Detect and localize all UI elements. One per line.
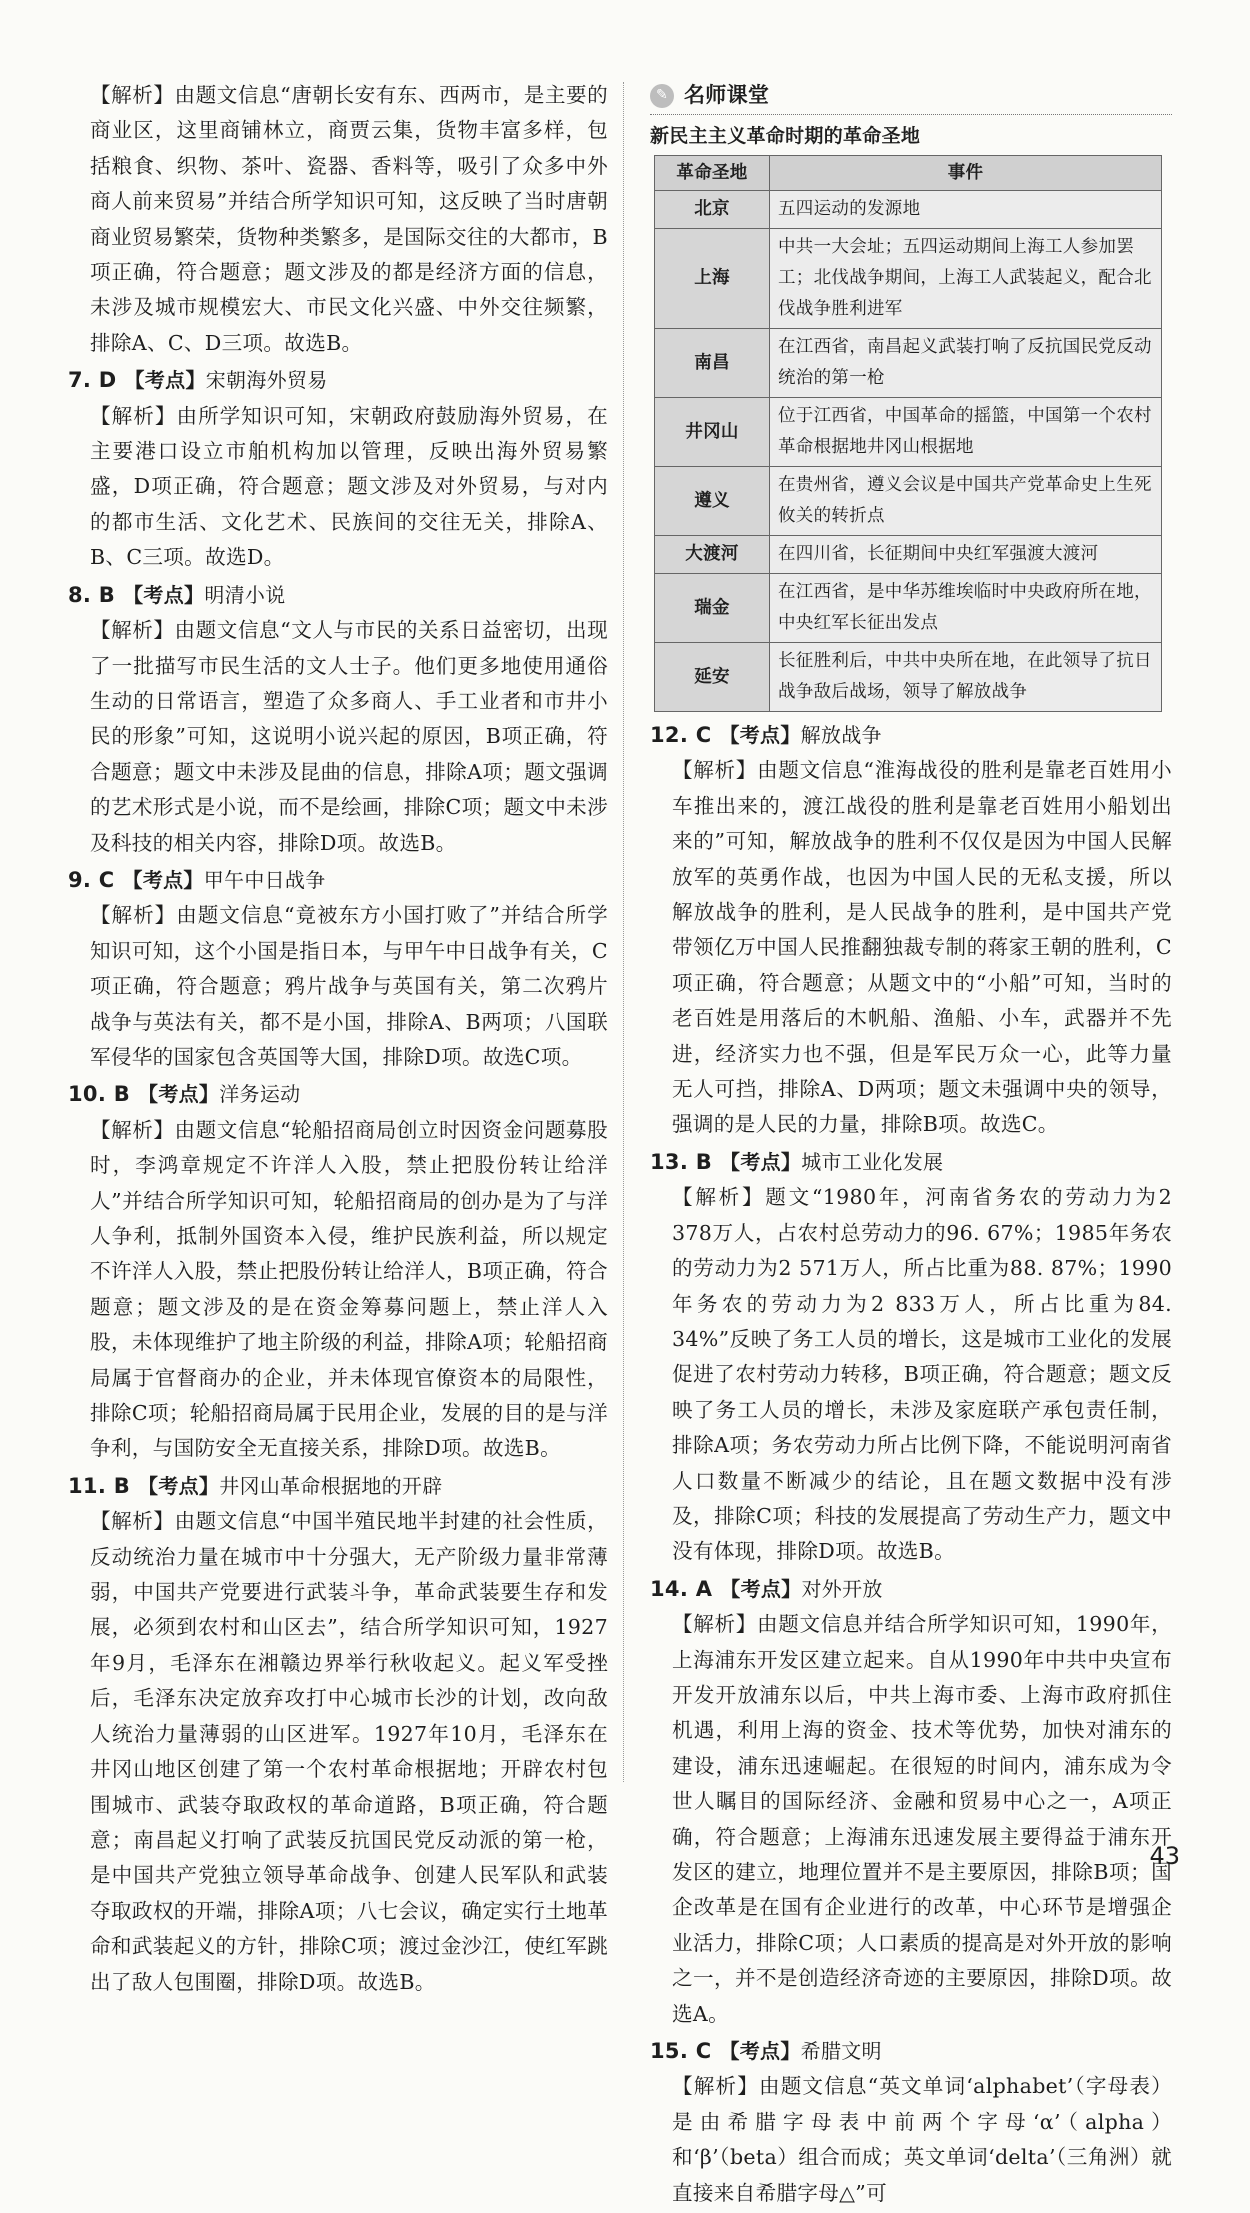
key-point-tag: 【考点】 <box>124 368 206 393</box>
answer-header <box>68 363 608 398</box>
answer-block-7 <box>68 363 608 575</box>
place-cell: 瑞金 <box>655 574 770 643</box>
answer-number: 12. C <box>650 723 712 747</box>
place-cell: 延安 <box>655 643 770 712</box>
answer-number: 13. B <box>650 1149 713 1174</box>
answer-block-15 <box>650 2034 1172 2211</box>
table-row <box>655 398 1162 467</box>
table-row <box>655 229 1162 329</box>
pencil-icon: ✎ <box>650 84 674 108</box>
place-cell: 南昌 <box>655 329 770 398</box>
answer-block-12 <box>650 718 1172 1143</box>
key-point-topic: 解放战争 <box>800 723 882 747</box>
header-place: 革命圣地 <box>655 156 770 191</box>
table-row <box>655 329 1162 398</box>
answer-block-9 <box>68 863 608 1075</box>
key-point-topic: 井冈山革命根据地的开辟 <box>219 1473 443 1498</box>
place-cell: 大渡河 <box>655 536 770 574</box>
answer-header <box>650 1572 1172 1607</box>
page-number: 43 <box>1149 1842 1180 1870</box>
event-cell: 在四川省，长征期间中央红军强渡大渡河 <box>770 536 1162 574</box>
key-point-topic: 洋务运动 <box>219 1082 301 1107</box>
answer-explanation: 【解析】由题文信息“唐朝长安有东、西两市，是主要的商业区，这里商铺林立，商贾云集，货物丰富多样，包括粮食、织物、茶叶、瓷器、香料等，吸引了众多中外商人前来贸易”并结合所学知识可知，这反映了当时唐朝商业贸易繁荣，货物种类繁多，是国际交往的大都市，B项正确，符合题意；题文涉及的都是经济方面的信息，未涉及城市规模宏大、市民文化兴盛、中外交往频繁，排除A、C、D三项。故选B。 <box>90 83 608 355</box>
event-cell: 五四运动的发源地 <box>770 191 1162 229</box>
answer-header <box>68 863 608 898</box>
revolution-sites-table <box>654 155 1162 712</box>
answer-header <box>68 578 608 613</box>
key-point-tag: 【考点】 <box>123 582 205 607</box>
event-cell: 在江西省，是中华苏维埃临时中央政府所在地，中央红军长征出发点 <box>770 574 1162 643</box>
key-point-tag: 【考点】 <box>720 1149 802 1174</box>
place-cell: 井冈山 <box>655 398 770 467</box>
key-point-topic: 宋朝海外贸易 <box>205 368 328 393</box>
key-point-topic: 明清小说 <box>204 582 286 607</box>
event-cell: 中共一大会址；五四运动期间上海工人参加罢工；北伐战争期间，上海工人武装起义，配合北伐战争胜利进军 <box>770 229 1162 329</box>
answer-explanation: 【解析】由题文信息“轮船招商局创立时因资金问题募股时，李鸿章规定不许洋人入股，禁止把股份转让给洋人”并结合所学知识可知，轮船招商局的创办是为了与洋人争利，抵制外国资本入侵，维护民族利益，所以规定不许洋人入股，禁止把股份转让给洋人，B项正确，符合题意；题文涉及的是在资金筹募问题上，禁止洋人入股，未体现维护了地主阶级的利益，排除A项；轮船招商局属于官督商办的企业，并未体现官僚资本的局限性，排除C项；轮船招商局属于民用企业，发展的目的是与洋争利，与国防安全无直接关系，排除D项。故选B。 <box>90 1117 608 1461</box>
answer-block-13 <box>650 1145 1172 1570</box>
teacher-section-title: 名师课堂 <box>684 83 770 108</box>
answer-explanation: 【解析】由题文信息“英文单词‘alphabet’（字母表）是由希腊字母表中前两个字母‘α’（alpha）和‘β’（beta）组合而成；英文单词‘delta’（三角洲）就直接来自希腊字母△”可 <box>672 2074 1172 2205</box>
key-point-topic: 甲午中日战争 <box>203 867 326 892</box>
answer-number: 14. A <box>650 1576 713 1601</box>
header-event: 事件 <box>770 156 1162 191</box>
left-column <box>68 78 608 2002</box>
answer-number: 15. C <box>650 2039 712 2064</box>
event-cell: 长征胜利后，中共中央所在地，在此领导了抗日战争敌后战场，领导了解放战争 <box>770 643 1162 712</box>
answer-header <box>68 1077 608 1112</box>
answer-number: 10. B <box>68 1082 131 1107</box>
table-row <box>655 643 1162 712</box>
answer-block-8 <box>68 578 608 861</box>
key-point-tag: 【考点】 <box>138 1473 220 1498</box>
event-cell: 在贵州省，遵义会议是中国共产党革命史上生死攸关的转折点 <box>770 467 1162 536</box>
event-cell: 位于江西省，中国革命的摇篮，中国第一个农村革命根据地井冈山根据地 <box>770 398 1162 467</box>
table-row <box>655 574 1162 643</box>
answer-header <box>650 718 1172 753</box>
key-point-tag: 【考点】 <box>122 867 204 892</box>
table-title: 新民主主义革命时期的革命圣地 <box>650 125 921 147</box>
answer-block-14 <box>650 1572 1172 2032</box>
table-row <box>655 536 1162 574</box>
event-cell: 在江西省，南昌起义武装打响了反抗国民党反动统治的第一枪 <box>770 329 1162 398</box>
answer-block-11 <box>68 1469 608 2000</box>
answer-number: 8. B <box>68 582 116 607</box>
key-point-tag: 【考点】 <box>719 723 801 747</box>
key-point-tag: 【考点】 <box>720 1576 802 1601</box>
teacher-section-header <box>650 78 1172 115</box>
answer-explanation: 【解析】由题文信息“竟被东方小国打败了”并结合所学知识可知，这个小国是指日本，与甲午中日战争有关，C项正确，符合题意；鸦片战争与英国有关，第二次鸦片战争与英法有关，都不是小国，排除A、B两项；八国联军侵华的国家包含英国等大国，排除D项。故选C项。 <box>90 903 608 1069</box>
answer-explanation: 【解析】由题文信息“淮海战役的胜利是靠老百姓用小车推出来的，渡江战役的胜利是靠老百姓用小船划出来的”可知，解放战争的胜利不仅仅是因为中国人民解放军的英勇作战，也因为中国人民的无私支援，所以解放战争的胜利，是人民战争的胜利，是中国共产党带领亿万中国人民推翻独裁专制的蒋家王朝的胜利，C项正确，符合题意；从题文中的“小船”可知，当时的老百姓是用落后的木帆船、渔船、小车，武器并不先进，经济实力也不强，但是军民万众一心，此等力量无人可挡，排除A、D两项；题文未强调中央的领导，强调的是人民的力量，排除B项。故选C。 <box>672 758 1172 1137</box>
key-point-tag: 【考点】 <box>138 1082 220 1107</box>
table-header-row <box>655 156 1162 191</box>
right-column <box>650 78 1172 2213</box>
answer-explanation: 【解析】由题文信息并结合所学知识可知，1990年，上海浦东开发区建立起来。自从1990年中共中央宣布开发开放浦东以后，中共上海市委、上海市政府抓住机遇，利用上海的资金、技术等优势，加快对浦东的建设，浦东迅速崛起。在很短的时间内，浦东成为令世人瞩目的国际经济、金融和贸易中心之一，A项正确，符合题意；上海浦东迅速发展主要得益于浦东开发区的建立，地理位置并不是主要原因，排除B项；国企改革是在国有企业进行的改革，中心环节是增强企业活力，排除C项；人口素质的提高是对外开放的影响之一，并不是创造经济奇迹的主要原因，排除D项。故选A。 <box>672 1612 1172 2026</box>
key-point-topic: 城市工业化发展 <box>801 1149 944 1174</box>
answer-explanation: 【解析】由所学知识可知，宋朝政府鼓励海外贸易，在主要港口设立市舶机构加以管理，反映出海外贸易繁盛，D项正确，符合题意；题文涉及对外贸易，与对内的都市生活、文化艺术、民族间的交往无关，排除A、B、C三项。故选D。 <box>90 403 608 570</box>
answer-number: 11. B <box>68 1473 131 1498</box>
revolution-sites-table-wrap <box>650 155 1172 712</box>
answer-explanation: 【解析】题文“1980年，河南省务农的劳动力为2 378万人，占农村总劳动力的96. 67%；1985年务农的劳动力为2 571万人，所占比重为88. 87%；1990年务农的劳动力为2 833万人，所占比重为84. 34%”反映了务工人员的增长，这是城市工业化的发展促进了农村劳动力转移，B项正确，符合题意；题文反映了务工人员的增长，未涉及家庭联产承包责任制，排除A项；务农劳动力所占比例下降，不能说明河南省人口数量不断减少的结论，且在题文数据中没有涉及，排除C项；科技的发展提高了劳动生产力，题文中没有体现，排除D项。故选B。 <box>672 1185 1172 1564</box>
key-point-tag: 【考点】 <box>719 2039 801 2064</box>
key-point-topic: 希腊文明 <box>800 2039 882 2064</box>
answer-header <box>650 2034 1172 2069</box>
answer-explanation: 【解析】由题文信息“文人与市民的关系日益密切，出现了一批描写市民生活的文人士子。他们更多地使用通俗生动的日常语言，塑造了众多商人、手工业者和市井小民的形象”可知，这说明小说兴起的原因，B项正确，符合题意；题文中未涉及昆曲的信息，排除A项；题文强调的艺术形式是小说，而不是绘画，排除C项；题文中未涉及科技的相关内容，排除D项。故选B。 <box>90 618 608 855</box>
answer-explanation: 【解析】由题文信息“中国半殖民地半封建的社会性质，反动统治力量在城市中十分强大，无产阶级力量非常薄弱，中国共产党要进行武装斗争，革命武装要生存和发展，必须到农村和山区去”，结合所学知识可知，1927年9月，毛泽东在湘赣边界举行秋收起义。起义军受挫后，毛泽东决定放弃攻打中心城市长沙的计划，改向敌人统治力量薄弱的山区进军。1927年10月，毛泽东在井冈山地区创建了第一个农村革命根据地；开辟农村包围城市、武装夺取政权的革命道路，B项正确，符合题意；南昌起义打响了武装反抗国民党反动派的第一枪，是中国共产党独立领导革命战争、创建人民军队和武装夺取政权的开端，排除A项；八七会议，确定实行土地革命和武装起义的方针，排除C项；渡过金沙江，使红军跳出了敌人包围圈，排除D项。故选B。 <box>90 1509 608 1994</box>
answer-number: 7. D <box>68 368 117 393</box>
answer-number: 9. C <box>68 867 115 892</box>
place-cell: 北京 <box>655 191 770 229</box>
answer-block-6 <box>68 78 608 361</box>
answer-block-10 <box>68 1077 608 1466</box>
key-point-topic: 对外开放 <box>801 1576 883 1601</box>
place-cell: 上海 <box>655 229 770 329</box>
answer-header <box>650 1145 1172 1180</box>
column-divider <box>623 82 624 1782</box>
answer-header <box>68 1469 608 1504</box>
table-row <box>655 467 1162 536</box>
table-row <box>655 191 1162 229</box>
place-cell: 遵义 <box>655 467 770 536</box>
